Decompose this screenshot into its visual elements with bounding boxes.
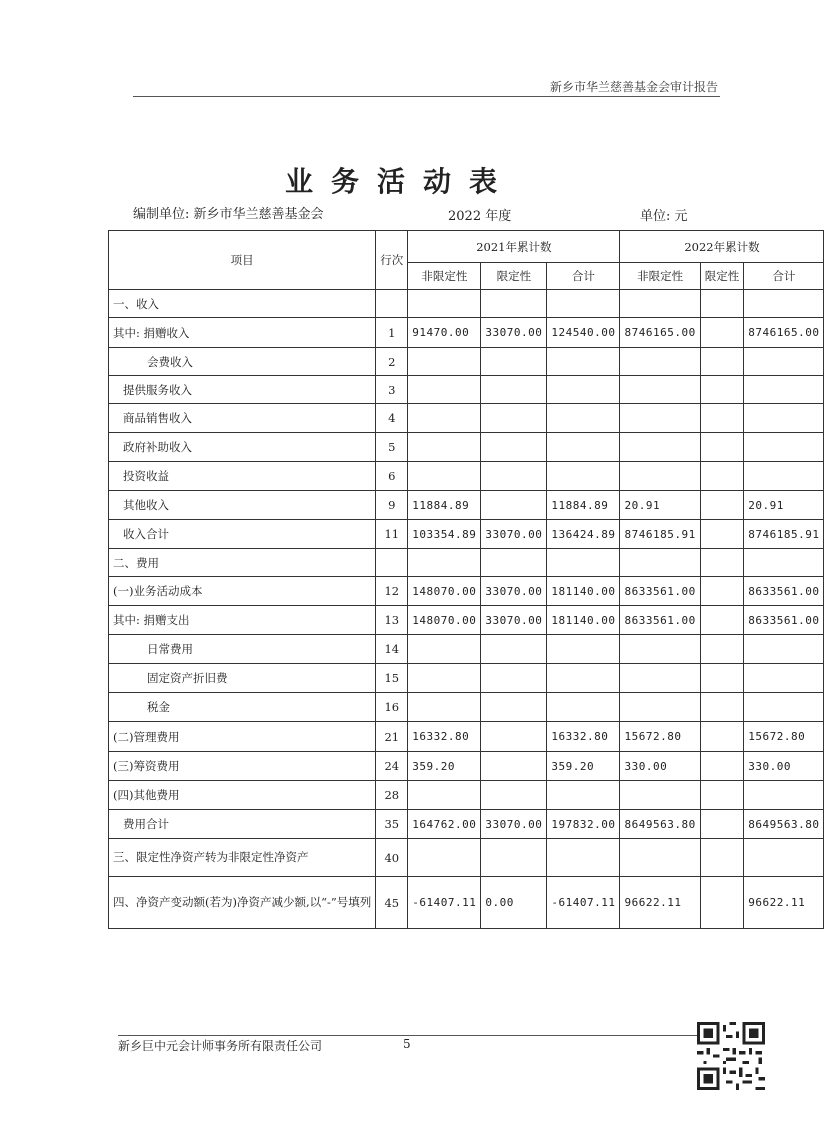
- table-row: [109, 635, 824, 664]
- cell-unrestricted-2021: 16332.80: [408, 722, 481, 752]
- cell-restricted-2021: [481, 348, 547, 376]
- row-item-label: 商品销售收入: [109, 404, 376, 433]
- cell-unrestricted-2022: [620, 664, 700, 693]
- col-header-restricted-2021: 限定性: [481, 263, 547, 290]
- cell-unrestricted-2021: 148070.00: [408, 606, 481, 635]
- cell-unrestricted-2022: 330.00: [620, 752, 700, 781]
- cell-unrestricted-2021: 164762.00: [408, 810, 481, 839]
- row-line-number: [376, 549, 408, 577]
- cell-total-2021: 136424.89: [547, 520, 620, 549]
- cell-unrestricted-2022: [620, 348, 700, 376]
- header-divider: [133, 96, 720, 97]
- cell-unrestricted-2022: [620, 781, 700, 810]
- cell-restricted-2021: 33070.00: [481, 318, 547, 348]
- cell-unrestricted-2021: [408, 635, 481, 664]
- row-item-label: 会费收入: [109, 348, 376, 376]
- cell-restricted-2021: [481, 290, 547, 318]
- cell-restricted-2022: [700, 348, 744, 376]
- cell-unrestricted-2021: [408, 693, 481, 722]
- cell-unrestricted-2022: [620, 290, 700, 318]
- cell-total-2022: [744, 635, 824, 664]
- col-header-item: 项目: [109, 231, 376, 290]
- cell-total-2021: [547, 290, 620, 318]
- cell-unrestricted-2022: [620, 404, 700, 433]
- cell-total-2022: 96622.11: [744, 877, 824, 929]
- cell-total-2022: [744, 693, 824, 722]
- row-line-number: 1: [376, 318, 408, 348]
- cell-unrestricted-2022: [620, 839, 700, 877]
- table-row: [109, 877, 824, 929]
- table-row: [109, 491, 824, 520]
- cell-unrestricted-2022: 20.91: [620, 491, 700, 520]
- row-item-label: 一、收入: [109, 290, 376, 318]
- row-item-label: 提供服务收入: [109, 376, 376, 404]
- cell-unrestricted-2022: 8746165.00: [620, 318, 700, 348]
- row-item-label: 日常费用: [109, 635, 376, 664]
- table-row: [109, 664, 824, 693]
- row-line-number: 28: [376, 781, 408, 810]
- table-row: [109, 752, 824, 781]
- cell-total-2022: 8633561.00: [744, 606, 824, 635]
- row-item-label: 其他收入: [109, 491, 376, 520]
- cell-unrestricted-2022: 8633561.00: [620, 577, 700, 606]
- cell-unrestricted-2021: [408, 433, 481, 462]
- row-line-number: 15: [376, 664, 408, 693]
- cell-unrestricted-2021: [408, 781, 481, 810]
- row-line-number: 40: [376, 839, 408, 877]
- row-line-number: 16: [376, 693, 408, 722]
- cell-total-2021: [547, 839, 620, 877]
- table-row: [109, 520, 824, 549]
- cell-unrestricted-2021: [408, 549, 481, 577]
- cell-total-2021: [547, 462, 620, 491]
- cell-total-2021: 181140.00: [547, 577, 620, 606]
- row-line-number: 24: [376, 752, 408, 781]
- cell-total-2022: 15672.80: [744, 722, 824, 752]
- cell-total-2021: 11884.89: [547, 491, 620, 520]
- cell-restricted-2021: [481, 549, 547, 577]
- row-line-number: 3: [376, 376, 408, 404]
- cell-total-2021: [547, 404, 620, 433]
- cell-restricted-2022: [700, 462, 744, 491]
- page-number: 5: [403, 1037, 411, 1051]
- row-line-number: 12: [376, 577, 408, 606]
- cell-total-2021: [547, 549, 620, 577]
- cell-restricted-2022: [700, 549, 744, 577]
- cell-total-2022: 8746165.00: [744, 318, 824, 348]
- row-item-label: 政府补助收入: [109, 433, 376, 462]
- row-line-number: 4: [376, 404, 408, 433]
- cell-restricted-2021: [481, 404, 547, 433]
- cell-unrestricted-2021: 11884.89: [408, 491, 481, 520]
- cell-restricted-2022: [700, 577, 744, 606]
- cell-total-2021: [547, 635, 620, 664]
- col-header-total-2021: 合计: [547, 263, 620, 290]
- cell-total-2022: [744, 839, 824, 877]
- cell-total-2022: [744, 348, 824, 376]
- report-year: 2022 年度: [448, 209, 512, 224]
- cell-restricted-2021: [481, 664, 547, 693]
- row-item-label: (四)其他费用: [109, 781, 376, 810]
- cell-total-2022: [744, 433, 824, 462]
- table-row: [109, 318, 824, 348]
- row-line-number: 11: [376, 520, 408, 549]
- cell-restricted-2021: 0.00: [481, 877, 547, 929]
- cell-unrestricted-2022: [620, 549, 700, 577]
- cell-restricted-2021: 33070.00: [481, 810, 547, 839]
- cell-total-2022: 330.00: [744, 752, 824, 781]
- cell-unrestricted-2021: [408, 290, 481, 318]
- cell-unrestricted-2021: [408, 348, 481, 376]
- activity-statement-table: [108, 230, 824, 929]
- cell-total-2022: [744, 404, 824, 433]
- cell-unrestricted-2022: 8746185.91: [620, 520, 700, 549]
- cell-unrestricted-2022: [620, 693, 700, 722]
- table-row: [109, 781, 824, 810]
- cell-restricted-2022: [700, 693, 744, 722]
- cell-total-2021: 359.20: [547, 752, 620, 781]
- cell-restricted-2021: 33070.00: [481, 606, 547, 635]
- cell-total-2021: [547, 664, 620, 693]
- cell-restricted-2021: [481, 722, 547, 752]
- table-row: [109, 348, 824, 376]
- table-row: [109, 462, 824, 491]
- cell-total-2022: 8633561.00: [744, 577, 824, 606]
- row-line-number: 5: [376, 433, 408, 462]
- col-group-2021: 2021年累计数: [408, 231, 620, 263]
- table-row: [109, 577, 824, 606]
- cell-unrestricted-2021: [408, 404, 481, 433]
- row-item-label: (三)筹资费用: [109, 752, 376, 781]
- cell-total-2021: 181140.00: [547, 606, 620, 635]
- cell-restricted-2022: [700, 290, 744, 318]
- cell-restricted-2021: [481, 752, 547, 781]
- cell-total-2022: [744, 290, 824, 318]
- qr-code-icon: [697, 1022, 765, 1090]
- row-line-number: 9: [376, 491, 408, 520]
- row-item-label: 费用合计: [109, 810, 376, 839]
- cell-unrestricted-2022: 8649563.80: [620, 810, 700, 839]
- cell-restricted-2021: [481, 433, 547, 462]
- report-header-title: 新乡市华兰慈善基金会审计报告: [549, 80, 718, 94]
- cell-unrestricted-2021: [408, 839, 481, 877]
- cell-total-2022: 20.91: [744, 491, 824, 520]
- row-item-label: 其中: 捐赠收入: [109, 318, 376, 348]
- cell-restricted-2021: [481, 491, 547, 520]
- row-line-number: 6: [376, 462, 408, 491]
- row-item-label: 三、限定性净资产转为非限定性净资产: [109, 839, 376, 877]
- cell-unrestricted-2021: [408, 664, 481, 693]
- footer-divider: [118, 1035, 700, 1036]
- cell-unrestricted-2022: 8633561.00: [620, 606, 700, 635]
- cell-restricted-2022: [700, 520, 744, 549]
- cell-unrestricted-2021: 148070.00: [408, 577, 481, 606]
- cell-unrestricted-2021: 91470.00: [408, 318, 481, 348]
- row-item-label: 固定资产折旧费: [109, 664, 376, 693]
- cell-restricted-2022: [700, 635, 744, 664]
- cell-total-2022: [744, 781, 824, 810]
- org-label: 编制单位:: [133, 207, 190, 222]
- row-line-number: 35: [376, 810, 408, 839]
- cell-unrestricted-2022: 15672.80: [620, 722, 700, 752]
- table-row: [109, 606, 824, 635]
- document-title: 业务活动表: [284, 165, 515, 198]
- cell-restricted-2022: [700, 752, 744, 781]
- col-header-unrestricted-2022: 非限定性: [620, 263, 700, 290]
- row-item-label: 投资收益: [109, 462, 376, 491]
- row-line-number: 21: [376, 722, 408, 752]
- cell-restricted-2022: [700, 839, 744, 877]
- row-line-number: 45: [376, 877, 408, 929]
- cell-restricted-2022: [700, 433, 744, 462]
- cell-total-2021: -61407.11: [547, 877, 620, 929]
- cell-restricted-2021: [481, 376, 547, 404]
- col-group-2022: 2022年累计数: [620, 231, 824, 263]
- org-name: 新乡市华兰慈善基金会: [193, 207, 324, 222]
- cell-total-2021: [547, 433, 620, 462]
- row-item-label: 税金: [109, 693, 376, 722]
- cell-total-2021: 124540.00: [547, 318, 620, 348]
- col-header-total-2022: 合计: [744, 263, 824, 290]
- cell-total-2022: [744, 549, 824, 577]
- row-item-label: (一)业务活动成本: [109, 577, 376, 606]
- cell-unrestricted-2022: [620, 376, 700, 404]
- row-item-label: 二、费用: [109, 549, 376, 577]
- cell-total-2021: [547, 348, 620, 376]
- cell-restricted-2021: 33070.00: [481, 577, 547, 606]
- col-header-unrestricted-2021: 非限定性: [408, 263, 481, 290]
- row-item-label: 其中: 捐赠支出: [109, 606, 376, 635]
- table-row: [109, 810, 824, 839]
- cell-unrestricted-2022: [620, 433, 700, 462]
- cell-total-2022: [744, 376, 824, 404]
- cell-restricted-2022: [700, 722, 744, 752]
- table-row: [109, 433, 824, 462]
- cell-restricted-2022: [700, 491, 744, 520]
- row-line-number: [376, 290, 408, 318]
- cell-restricted-2022: [700, 877, 744, 929]
- table-row: [109, 404, 824, 433]
- cell-total-2021: [547, 781, 620, 810]
- col-header-restricted-2022: 限定性: [700, 263, 744, 290]
- table-row: [109, 549, 824, 577]
- row-line-number: 13: [376, 606, 408, 635]
- cell-unrestricted-2021: -61407.11: [408, 877, 481, 929]
- cell-unrestricted-2021: [408, 462, 481, 491]
- cell-total-2022: [744, 664, 824, 693]
- col-header-line: 行次: [376, 231, 408, 290]
- cell-restricted-2021: [481, 635, 547, 664]
- cell-total-2022: 8746185.91: [744, 520, 824, 549]
- cell-restricted-2022: [700, 810, 744, 839]
- cell-unrestricted-2022: 96622.11: [620, 877, 700, 929]
- row-line-number: 2: [376, 348, 408, 376]
- cell-unrestricted-2022: [620, 462, 700, 491]
- table-row: [109, 839, 824, 877]
- cell-unrestricted-2021: [408, 376, 481, 404]
- cell-restricted-2021: 33070.00: [481, 520, 547, 549]
- cell-restricted-2021: [481, 839, 547, 877]
- cell-restricted-2022: [700, 404, 744, 433]
- row-item-label: 收入合计: [109, 520, 376, 549]
- cell-restricted-2021: [481, 462, 547, 491]
- cell-restricted-2022: [700, 318, 744, 348]
- cell-unrestricted-2022: [620, 635, 700, 664]
- cell-unrestricted-2021: 359.20: [408, 752, 481, 781]
- auditor-firm: 新乡巨中元会计师事务所有限责任公司: [118, 1039, 323, 1053]
- cell-total-2021: 197832.00: [547, 810, 620, 839]
- cell-total-2021: [547, 693, 620, 722]
- cell-restricted-2022: [700, 606, 744, 635]
- cell-restricted-2021: [481, 781, 547, 810]
- table-row: [109, 722, 824, 752]
- row-item-label: 四、净资产变动额(若为)净资产减少额,以“-”号填列: [109, 877, 376, 929]
- table-row: [109, 290, 824, 318]
- cell-unrestricted-2021: 103354.89: [408, 520, 481, 549]
- cell-total-2021: 16332.80: [547, 722, 620, 752]
- cell-restricted-2021: [481, 693, 547, 722]
- cell-restricted-2022: [700, 664, 744, 693]
- row-line-number: 14: [376, 635, 408, 664]
- row-item-label: (二)管理费用: [109, 722, 376, 752]
- cell-total-2021: [547, 376, 620, 404]
- cell-total-2022: 8649563.80: [744, 810, 824, 839]
- cell-restricted-2022: [700, 376, 744, 404]
- table-row: [109, 693, 824, 722]
- table-row: [109, 376, 824, 404]
- cell-total-2022: [744, 462, 824, 491]
- cell-restricted-2022: [700, 781, 744, 810]
- currency-unit: 单位: 元: [640, 209, 688, 224]
- organization-line: [133, 203, 324, 222]
